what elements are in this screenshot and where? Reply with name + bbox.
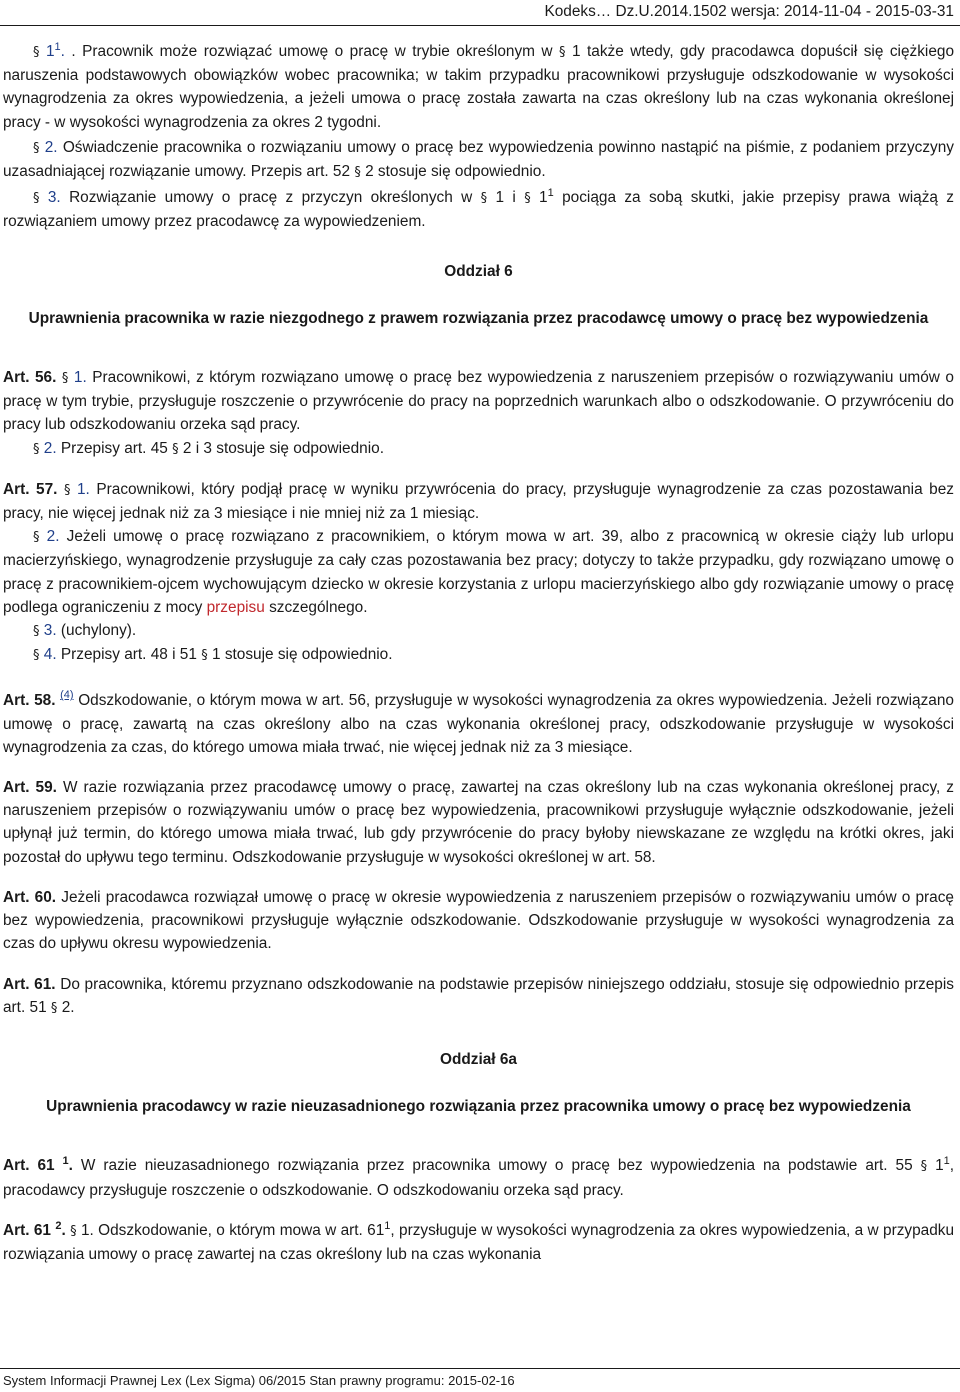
art-61-2: Art. 61 $^2$. § 1. Odszkodowanie, o którym mowa w art. $61^1$, przysługuje w wysokości wynagrodzenia za okres wypowiedzenia, a w przypadku rozwiązania umowy o pracę zawartej na czas określony lub na czas wykonania (3, 1219, 955, 1263)
sec55-paragraph-1-1: § $1^1$. . Pracownik może rozwiązać umowę o pracę w trybie określonym w § 1 także wtedy, gdy pracodawca dopuścił się ciężkiego naruszenia podstawowych obowiązków wobec pracownika; w takim przypadku pracownikowi przysługuje odszkodowanie w wysokości wynagrodzenia za okres wypowiedzenia, a jeżeli umowa o pracę została zawarta na czas określony lub na czas wykonania określonej pracy - w wysokości wynagrodzenia za okres 2 tygodni. (3, 41, 955, 131)
division-6a-subtitle: Uprawnienia pracodawcy w razie nieuzasadnionego rozwiązania przez pracownika umowy o pracę bez wypowiedzenia (46, 1098, 911, 1116)
przepis-link[interactable]: przepisu (206, 598, 265, 616)
division-6-title: Oddział 6 (444, 262, 513, 280)
division-6-subtitle: Uprawnienia pracownika w razie niezgodnego z prawem rozwiązania przez pracodawcę umowy o pracę bez wypowiedzenia (28, 309, 929, 327)
art-61-1: Art. 61 $^1$. W razie nieuzasadnionego rozwiązania przez pracownika umowy o pracę bez wypowiedzenia na podstawie art. 55 § $1^1$, pracodawcy przysługuje roszczenie o odszkodowanie. O odszkodowaniu orzeka sąd pracy. (3, 1155, 955, 1199)
document-body (3, 40, 954, 1266)
article-label: Art. 56. (3, 369, 57, 387)
document-header: Kodeks… Dz.U.2014.1502 wersja: 2014-11-04 - 2015-03-31 (544, 3, 954, 20)
art-56-paragraph-1: Art. 56. § 1. Pracownikowi, z którym rozwiązano umowę o pracę bez wypowiedzenia z naruszeniem przepisów o rozwiązywaniu umów o pracę w tym trybie, przysługuje roszczenie o przywrócenie do pracy na poprzednich warunkach albo o odszkodowanie. O przywróceniu do pracy lub odszkodowaniu orzeka sąd pracy. (3, 369, 954, 434)
art-57-paragraph-3: § 3. (uchylony). (33, 622, 137, 640)
art-59: Art. 59. W razie rozwiązania przez pracodawcę umowy o pracę, zawartej na czas określony lub na czas wykonania określonej pracy, z naruszeniem przepisów o rozwiązywaniu umów o pracę bez wypowiedzenia, pracownikowi przysługuje wyłącznie odszkodowanie, jeżeli upłynął już termin, do którego umowa miała trwać, lub gdy przywrócenie do pracy byłoby niewskazane ze względu na krótki okres, jaki pozostał do upływu tego terminu. Odszkodowanie przysługuje w wysokości określonej w art. 58. (3, 779, 954, 866)
art-57-paragraph-4: § 4. Przepisy art. 48 i 51 § 1 stosuje się odpowiednio. (33, 646, 393, 664)
sec55-paragraph-2: § 2. Oświadczenie pracownika o rozwiązaniu umowy o pracę bez wypowiedzenia powinno nastąpić na piśmie, z podaniem przyczyny uzasadniającej rozwiązanie umowy. Przepis art. 52 § 2 stosuje się odpowiednio. (3, 138, 954, 181)
art-56-paragraph-2: § 2. Przepisy art. 45 § 2 i 3 stosuje się odpowiednio. (33, 439, 384, 457)
sec55-paragraph-3: § 3. Rozwiązanie umowy o pracę z przyczyn określonych w § 1 i § $1^1$ pociąga za sobą skutki, jakie przepisy prawa wiążą z rozwiązaniem umowy przez pracodawcę za wypowiedzeniem. (3, 187, 955, 231)
section-symbol: § (33, 45, 40, 60)
art-57-paragraph-1: Art. 57. § 1. Pracownikowi, który podjął pracę w wyniku przywrócenia do pracy, przysługuje wynagrodzenie za czas pozostawania bez pracy, nie więcej jednak niż za 3 miesiące i nie mniej niż za 1 miesiąc. (3, 480, 954, 523)
footer-divider (0, 1368, 960, 1369)
art-57-paragraph-2: § 2. Jeżeli umowę o pracę rozwiązano z pracownikiem, o którym mowa w art. 39, albo z pracownicą w okresie ciąży lub urlopu macierzyńskiego, wynagrodzenie przysługuje za cały czas pozostawania bez pracy; dotyczy to także przypadku, gdy rozwiązano umowę o pracę z pracownikiem-ojcem wychowującym dziecko w okresie korzystania z urlopu macierzyńskiego albo gdy rozwiązanie umowy o pracę podlega ograniczeniu z mocy przepisu szczególnego. (3, 528, 954, 616)
art-61: Art. 61. Do pracownika, któremu przyznano odszkodowanie na podstawie przepisów niniejszego oddziału, stosuje się odpowiednio przepis art. 51 § 2. (3, 975, 954, 1016)
art-60: Art. 60. Jeżeli pracodawca rozwiązał umowę o pracę w okresie wypowiedzenia z naruszeniem przepisów o rozwiązywaniu umów o pracę bez wypowiedzenia, pracownikowi przysługuje wyłącznie odszkodowanie. Odszkodowanie przysługuje w wysokości wynagrodzenia za czas do upływu okresu wypowiedzenia. (3, 888, 954, 953)
header-divider (0, 25, 960, 26)
footnote-link-4[interactable]: (4) (60, 689, 74, 702)
document-footer: System Informacji Prawnej Lex (Lex Sigma) 06/2015 Stan prawny programu: 2015-02-16 (3, 1373, 515, 1388)
art-58: Art. 58. $^{(4)}$ Odszkodowanie, o którym mowa w art. 56, przysługuje w wysokości wynagrodzenia za okres wypowiedzenia. Jeżeli rozwiązano umowę o pracę, zawartą na czas określony albo na czas wykonania określonej pracy, odszkodowanie przysługuje w wysokości wynagrodzenia za czas, do którego umowa miała trwać, nie więcej jednak niż za 3 miesiące. (3, 689, 954, 756)
division-6a-title: Oddział 6a (440, 1050, 517, 1068)
